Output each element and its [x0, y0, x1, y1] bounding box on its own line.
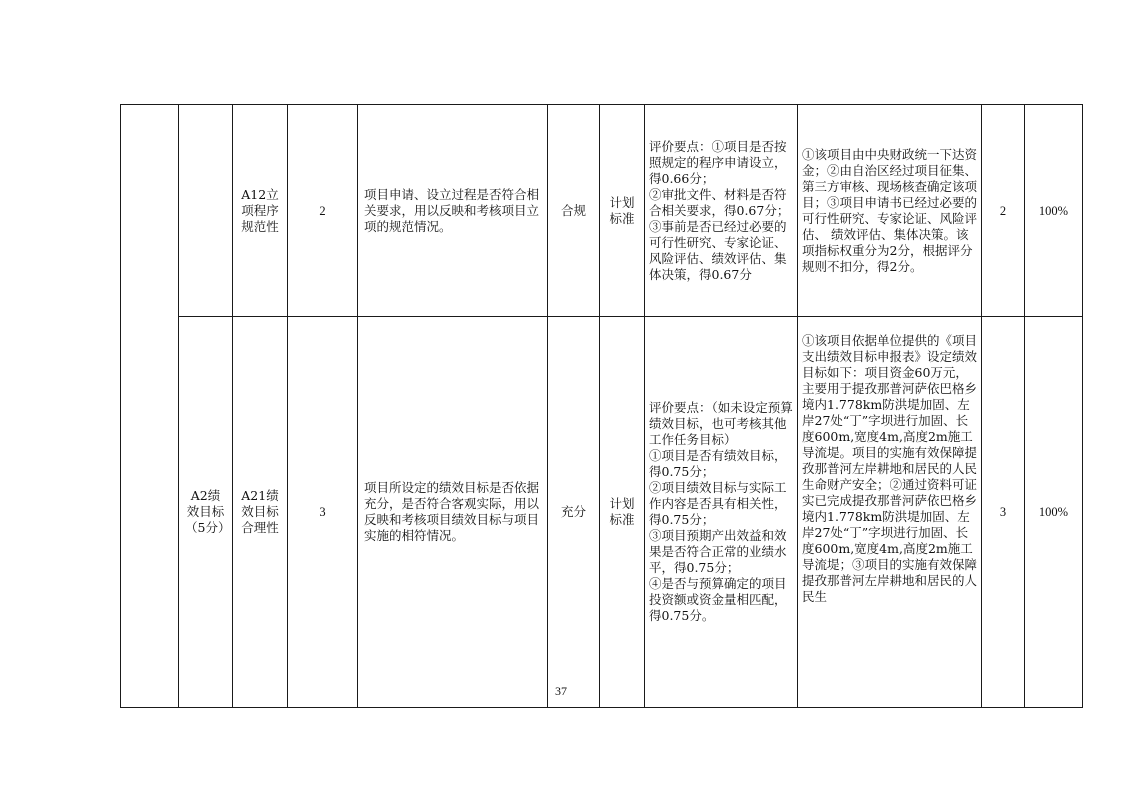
weight-cell: 3 — [288, 317, 358, 708]
table-row — [121, 105, 1083, 317]
evaluation-table — [120, 104, 1083, 708]
result-text: ①该项目依据单位提供的《项目支出绩效目标申报表》设定绩效目标如下：项目资金60万元，主要用于提孜那普河萨依巴格乡境内1.778km防洪堤加固、左岸27处“丁”字坝进行加固、长度600m,宽度4m,高度2m施工导流堤。项目的实施有效保障提孜那普河左岸耕地和居民的人民生命财产安全；②通过资料可证实已完成提孜那普河萨依巴格乡境内1.778km防洪堤加固、左岸27处“丁”字坝进行加固、长度600m,宽度4m,高度2m施工导流堤；③项目的实施有效保障提孜那普河左岸耕地和居民的人民生 — [802, 333, 977, 604]
category-cell: A2绩效目标（5分） — [179, 317, 233, 708]
result-cell — [798, 317, 982, 708]
basis-cell: 计划标准 — [600, 105, 645, 317]
basis-cell: 计划标准 — [600, 317, 645, 708]
section-cell — [121, 105, 179, 708]
indicator-cell: A21绩效目标合理性 — [233, 317, 288, 708]
table-row — [121, 317, 1083, 708]
rate-cell: 100% — [1025, 105, 1083, 317]
score-cell: 3 — [982, 317, 1025, 708]
score-cell: 2 — [982, 105, 1025, 317]
indicator-cell: A12立项程序规范性 — [233, 105, 288, 317]
content-cell: 项目所设定的绩效目标是否依据充分，是否符合客观实际，用以反映和考核项目绩效目标与项目实施的相符情况。 — [358, 317, 548, 708]
criteria-cell: 评价要点：①项目是否按照规定的程序申请设立，得0.66分； ②审批文件、材料是否符合相关要求，得0.67分； ③事前是否已经过必要的可行性研究、专家论证、风险评估、绩效评估、集体决策，得0.67分 — [645, 105, 798, 317]
indicator-type-cell: 合规 — [548, 105, 600, 317]
criteria-cell: 评价要点：（如未设定预算绩效目标，也可考核其他工作任务目标） ①项目是否有绩效目标，得0.75分； ②项目绩效目标与实际工作内容是否具有相关性，得0.75分； ③项目预期产出效益和效果是否符合正常的业绩水平，得0.75分； ④是否与预算确定的项目投资额或资金量相匹配，得0.75分。 — [645, 317, 798, 708]
content-cell: 项目申请、设立过程是否符合相关要求，用以反映和考核项目立项的规范情况。 — [358, 105, 548, 317]
weight-cell: 2 — [288, 105, 358, 317]
result-cell: ①该项目由中央财政统一下达资金；②由自治区经过项目征集、第三方审核、现场核查确定该项目；③项目申请书已经过必要的可行性研究、专家论证、风险评估、 绩效评估、集体决策。该项指标权重分为2分，根据评分规则不扣分，得2分。 — [798, 105, 982, 317]
rate-cell: 100% — [1025, 317, 1083, 708]
page-number: 37 — [555, 684, 567, 698]
category-cell — [179, 105, 233, 317]
indicator-type-cell: 充分 — [548, 317, 600, 708]
